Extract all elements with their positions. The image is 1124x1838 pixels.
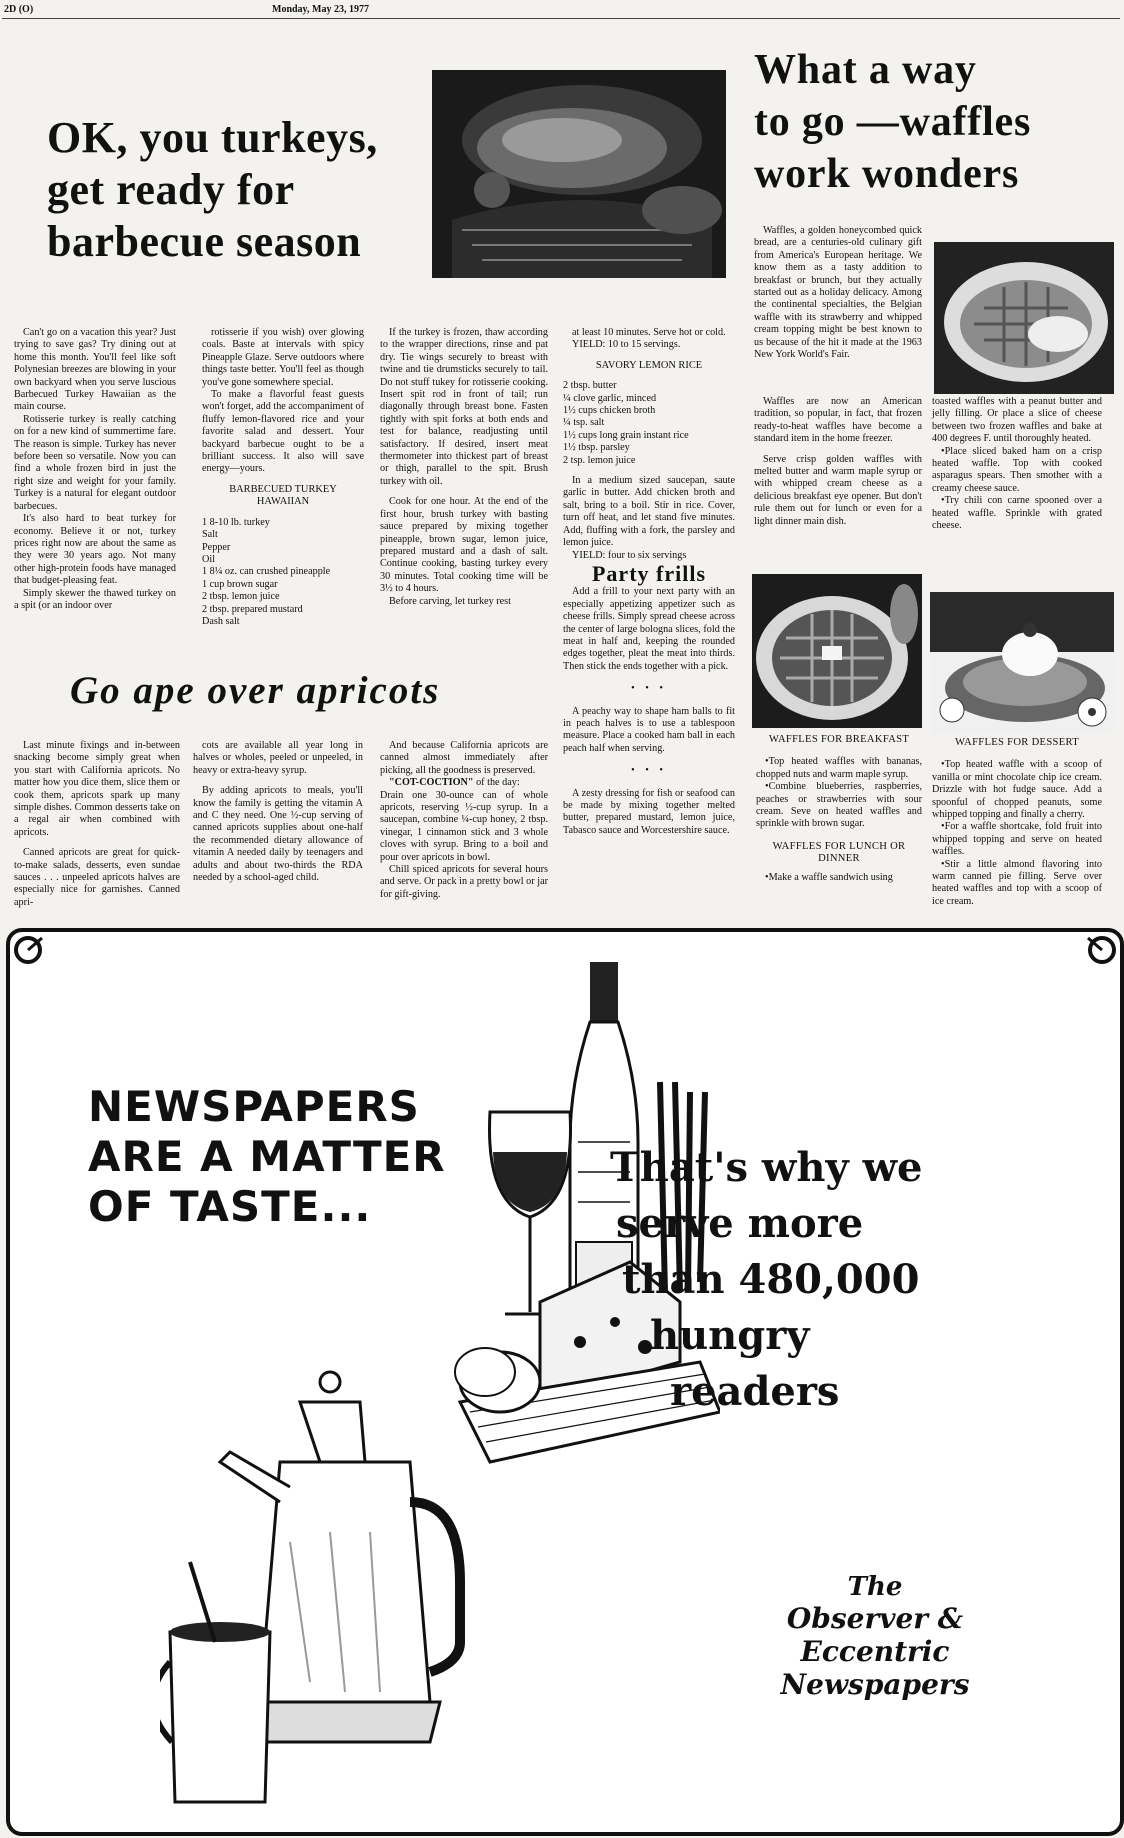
newspaper-ad <box>6 928 1124 1836</box>
waffles-intro: Waffles, a golden honeycombed quick bread, are a centuries-old culinary gift from America's European heritage. We know them as a tasty addition to breakfast or brunch, but they actually started out as a holiday delicacy. Among the continental specialties, the Belgian waffle with its strawberry and whipped cream topping might be best known to us because of the hit it made at the 1963 New York World's Fair. <box>754 225 922 361</box>
waffle-photo-breakfast <box>752 574 922 728</box>
ad-tagline: That's why we serve more than 480,000 hungry readers <box>610 1144 923 1415</box>
waffles-dessert-column: WAFFLES FOR DESSERT •Top heated waffle with a scoop of vanilla or mint chocolate chip ice cream. Drizzle with hot fudge sauce. Add a spoonful of chopped peanuts, some whipped topping and finally a cherry. •For a waffle shortcake, fold fruit into whipped topping and serve on heated waffles. •Stir a little almond flavoring into warm canned pie filling. Serve over heated waffles and top with a scoop of ice cream. <box>932 737 1102 907</box>
recipe-title: BARBECUED TURKEY HAWAIIAN <box>229 483 337 508</box>
breakfast-title: WAFFLES FOR BREAKFAST <box>768 734 910 745</box>
waffle-photo-1 <box>934 242 1114 394</box>
turkey-column-2: rotisserie if you wish) over glowing coals. Baste at intervals with spicy Pineapple Glaze. Serve outdoors where things taste better. You'll feel as though you've gone somewhere special. To make a flavorful feast guests won't forget, add the accompaniment of fluffy lemon-flavored rice and your favorite salad and dessert. Your backyard barbecue ought to be a brilliant success. It also will save energy—yours. BARBECUED TURKEY HAWAIIAN 1 8-10 lb. turkey Salt Pepper Oil 1 8¼ oz. can crushed pineapple 1 cup brown sugar 2 tbsp. lemon juice 2 tbsp. prepared mustard Dash salt <box>202 327 364 627</box>
page-number: 2D (O) <box>4 4 34 15</box>
apricots-column-3: And because California apricots are canned almost immediately after picking, all the goodness is preserved. "COT-COCTION" of the day: Drain one 30-ounce can of whole apricots, reserving ½-cup syrup. In a saucepan, combine ¼-cup honey, 2 tbsp. vinegar, 1 cinnamon stick and 3 whole cloves with syrup. Bring to a boil and pour over apricots in bowl. Chill spiced apricots for several hours and serve. Or pack in a pretty bowl or jar for gift-giving. <box>380 740 548 900</box>
turkey-column-3: If the turkey is frozen, thaw according to the wrapper directions, rinse and pat dry. Tie wings securely to breast with twine and tie drumsticks securely to tail. Do not stuff tukey for rotisserie cooking. Insert spit rod in front of tail; run diagonally through breast bone. Fasten tightly with spit forks at both ends and test for balance, readjusting until satisfactory. If desired, insert meat thermometer into thickest part of breast or thigh, parallel to the spit. Brush turkey with oil. Cook for one hour. At the end of the first hour, brush turkey with basting sauce prepared by mixing together pineapple, brown sugar, lemon juice, prepared mustard and a dash of salt. Continue cooking, basting turkey every 30 minutes. Total cooking time will be 3½ to 4 hours. Before carving, let turkey rest <box>380 327 548 607</box>
separator: • • • <box>631 765 667 777</box>
header-rule <box>2 18 1120 19</box>
turkey-photo <box>432 70 726 278</box>
waffle-photo-dessert <box>930 592 1114 734</box>
waffles-breakfast-column: WAFFLES FOR BREAKFAST •Top heated waffles with bananas, chopped nuts and warm maple syrup. •Combine blueberries, raspberries, peaches or strawberries with sour cream. Seve on heated waffles and sprinkle with brown sugar. WAFFLES FOR LUNCH OR DINNER •Make a waffle sandwich using <box>756 734 922 883</box>
waffles-column-2: toasted waffles with a peanut butter and jelly filling. Or place a slice of cheese between two frozen waffles and bake at 400 degrees F. until thoroughly heated. •Place sliced baked ham on a crisp heated waffle. Top with cooked asparagus spears. Then smother with a creamy cheese sauce. •Try chili con carne spooned over a heated waffle. Sprinkle with grated cheese. <box>932 396 1102 532</box>
waffles-column-1: Waffles are now an American tradition, so popular, in fact, that frozen ready-to-heat waffles have become a standard item in the home freezer. Serve crisp golden waffles with melted butter and warm maple syrup or with whipped cream cheese as a delicious breakfast eye opener. But don't rule them out for lunch or even for a light dinner main dish. <box>754 396 922 527</box>
rice-column: at least 10 minutes. Serve hot or cold. YIELD: 10 to 15 servings. SAVORY LEMON RICE 2 tbsp. butter ¼ clove garlic, minced 1½ cups chicken broth ¼ tsp. salt 1½ cups long grain instant rice 1½ tbsp. parsley 2 tsp. lemon juice In a medium sized saucepan, saute garlic in butter. Add chicken broth and salt, bring to a boil. Stir in rice. Cover, turn off heat, and let stand five minutes. Add, fluffing with a fork, the parsley and lemon juice. YIELD: four to six servings Party frills Add a frill to your next party with an especially appetizing appetizer such as cheese frills. Simply spread cheese across the center of large bologna slices, fold the meat in half and, keeping the rounded edges together, pleat the meat into thirds. Then stick the ends together with a pick. • • • A peachy way to shape ham balls to fit in peach halves is to use a tablespoon measure. Place a cooked ham ball in each peach half when serving. • • • A zesty dressing for fish or seafood can be made by mixing together melted butter, prepared mustard, lemon juice, Tabasco sauce and Worcestershire sauce. <box>563 327 735 836</box>
corner-ornament-icon <box>8 930 48 970</box>
turkey-column-1: Can't go on a vacation this year? Just trying to save gas? Try dining out at home this month. You'll feel like soft Polynesian breezes are blowing in your own backyard when you serve luscious Barbecued Turkey Hawaiian as the main course. Rotisserie turkey is really catching on for a new kind of summertime fare. The reason is simple. Turkey has never before been so versatile. Now you can find a whole frozen bird in just the right size and weight for your family. Turkey is a natural for elegant outdoor barbecues. It's also hard to beat turkey for economy. Believe it or not, turkey prices right now are about the same as they were 30 years ago. Not many other high-protein foods have managed that budget-pleasing feat. Simply skewer the thawed turkey on a spit (or an indoor over <box>14 327 176 611</box>
dessert-title: WAFFLES FOR DESSERT <box>955 737 1079 748</box>
observer-eccentric-logo: The Observer & Eccentric Newspapers <box>780 1572 970 1701</box>
apricots-headline: Go ape over apricots <box>70 669 441 712</box>
lunch-title: WAFFLES FOR LUNCH OR DINNER <box>772 840 906 865</box>
waffles-headline: What a way to go —waffles work wonders <box>754 47 1032 197</box>
rice-title: SAVORY LEMON RICE <box>595 359 703 371</box>
apricots-column-2: cots are available all year long in halves or wholes, peeled or unpeeled, in heavy or extra-heavy syrup. By adding apricots to meals, you'll know the family is getting the vitamin A and C they need. One ½-cup serving of canned apricots supplies about one-half the recommended dietary allowance of vitamin A needed daily by teenagers and adults and about two-thirds the RDA needed by a school-aged child. <box>193 740 363 884</box>
ad-headline: NEWSPAPERS ARE A MATTER OF TASTE... <box>88 1082 446 1231</box>
turkey-headline: OK, you turkeys, get ready for barbecue season <box>47 113 378 266</box>
apricots-column-1: Last minute fixings and in-between snacking become simply great when you start with California apricots. No matter how you dice them, slice them or cook them, apricots spark up many simple dishes. Common desserts take on a regal air when combined with apricots. Canned apricots are great for quick-to-make salads, desserts, even sundae sauces . . . unpeeled apricots halves are especially nice for garnishes. Canned apri- <box>14 740 180 908</box>
party-frills-headline: Party frills <box>591 560 707 586</box>
page-date: Monday, May 23, 1977 <box>272 4 369 15</box>
separator: • • • <box>631 683 667 695</box>
corner-ornament-icon <box>1082 930 1122 970</box>
